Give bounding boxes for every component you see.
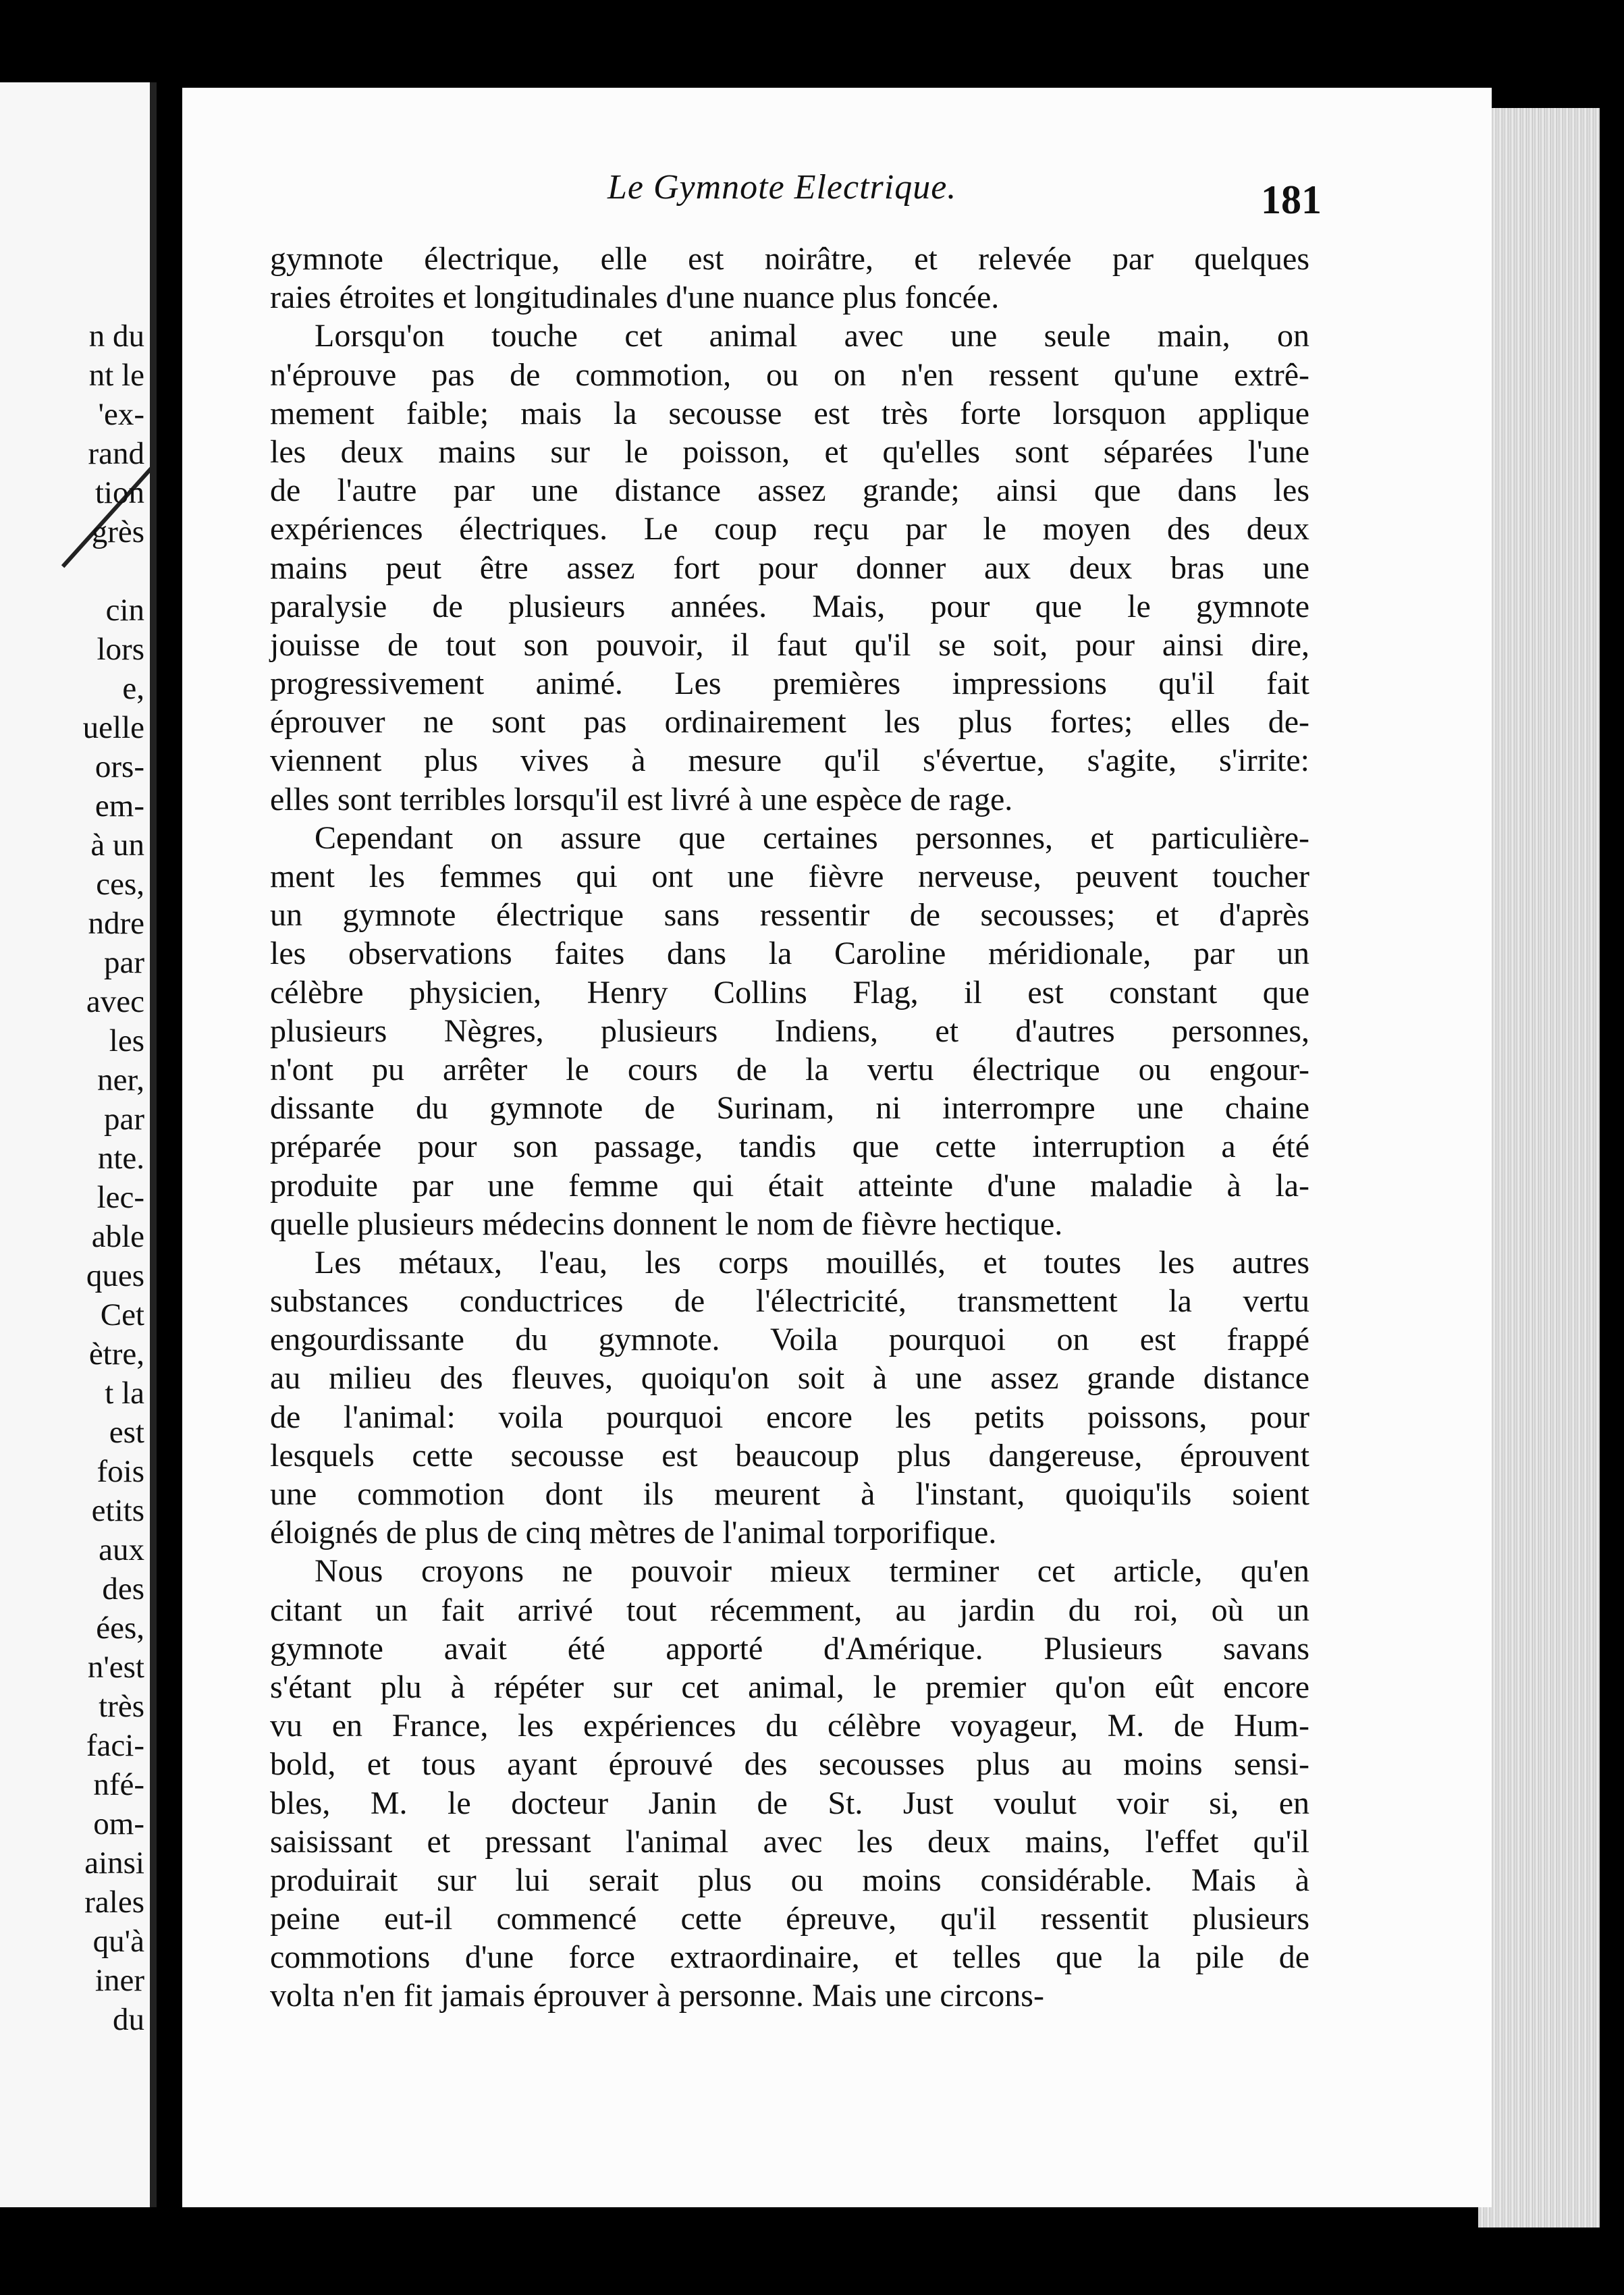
facing-page-fragment: lec-	[97, 1180, 144, 1215]
facing-page-fragment: rales	[84, 1885, 144, 1920]
text-line: gymnote électrique, elle est noirâtre, et relevée par quelques	[270, 241, 1309, 277]
page-edges	[1478, 108, 1600, 2228]
facing-page-fragment: able	[91, 1219, 144, 1254]
facing-page-fragment: aux	[99, 1532, 144, 1567]
text-line: saisissant et pressant l'animal avec les deux mains, l'effet qu'il	[270, 1823, 1309, 1860]
text-line: expériences électriques. Le coup reçu par le moyen des deux	[270, 511, 1309, 547]
text-line: bold, et tous ayant éprouvé des secousses plus au moins sensi-	[270, 1746, 1309, 1783]
facing-page-fragment: etits	[91, 1493, 144, 1528]
text-line: Lorsqu'on touche cet animal avec une seule main, on	[315, 318, 1309, 354]
facing-page-fragment: n du	[88, 319, 144, 354]
running-head: Le Gymnote Electrique.	[607, 168, 957, 207]
facing-page-fragment: ainsi	[84, 1845, 144, 1881]
text-line: célèbre physicien, Henry Collins Flag, il est constant que	[270, 974, 1309, 1010]
facing-page-fragment: ces,	[96, 867, 144, 902]
facing-page-fragment: nte.	[97, 1141, 144, 1176]
facing-page-fragment: les	[109, 1023, 144, 1058]
facing-page-fragment: ées,	[96, 1611, 144, 1646]
facing-page-fragment: très	[99, 1689, 144, 1724]
text-line: engourdissante du gymnote. Voila pourquoi on est frappé	[270, 1322, 1309, 1358]
text-line: les deux mains sur le poisson, et qu'elles sont séparées l'une	[270, 433, 1309, 470]
facing-page-fragment: ètre,	[88, 1336, 144, 1372]
text-line: mains peut être assez fort pour donner aux deux bras une	[270, 549, 1309, 586]
facing-page-fragment: t la	[105, 1376, 144, 1411]
facing-page-fragment: iner	[94, 1963, 144, 1998]
text-line: éloignés de plus de cinq mètres de l'animal torporifique.	[270, 1515, 997, 1551]
text-line: elles sont terribles lorsqu'il est livré à une espèce de rage.	[270, 781, 1013, 817]
text-line: plusieurs Nègres, plusieurs Indiens, et d'autres personnes,	[270, 1013, 1309, 1049]
text-line: substances conductrices de l'électricité, transmettent la vertu	[270, 1283, 1309, 1320]
text-line: viennent plus vives à mesure qu'il s'évertue, s'agite, s'irrite:	[270, 742, 1309, 779]
facing-page-fragment: fois	[97, 1454, 144, 1489]
text-line: quelle plusieurs médecins donnent le nom de fièvre hectique.	[270, 1206, 1063, 1242]
facing-page-fragment: rand	[88, 436, 144, 471]
text-line: de l'animal: voila pourquoi encore les petits poissons, pour	[270, 1399, 1309, 1435]
facing-page-fragment: du	[113, 2002, 144, 2037]
text-line: commotions d'une force extraordinaire, et telles que la pile de	[270, 1939, 1309, 1976]
text-line: lesquels cette secousse est beaucoup plus dangereuse, éprouvent	[270, 1437, 1309, 1474]
facing-page-fragment: grès	[91, 514, 144, 549]
facing-page-fragment: ner,	[97, 1062, 144, 1098]
text-line: bles, M. le docteur Janin de St. Just voulut voir si, en	[270, 1785, 1309, 1821]
text-line: volta n'en fit jamais éprouver à personne. Mais une circons-	[270, 1978, 1044, 2014]
text-line: jouisse de tout son pouvoir, il faut qu'il se soit, pour ainsi dire,	[270, 626, 1309, 663]
text-line: n'éprouve pas de commotion, ou on n'en ressent qu'une extrê-	[270, 356, 1309, 393]
facing-page-fragment: lors	[97, 632, 144, 667]
page-number: 181	[1261, 178, 1322, 222]
facing-page-fragment: des	[102, 1571, 144, 1606]
text-line: peine eut-il commencé cette épreuve, qu'il ressentit plusieurs	[270, 1901, 1309, 1937]
body-text	[270, 240, 1309, 2016]
text-line: vu en France, les expériences du célèbre voyageur, M. de Hum-	[270, 1708, 1309, 1744]
text-line: les observations faites dans la Caroline méridionale, par un	[270, 936, 1309, 972]
facing-page-fragment: ndre	[88, 906, 144, 941]
text-line: éprouver ne sont pas ordinairement les plus fortes; elles de-	[270, 704, 1309, 740]
text-line: Cependant on assure que certaines personnes, et particulière-	[315, 819, 1309, 856]
text-line: préparée pour son passage, tandis que cette interruption a été	[270, 1129, 1309, 1165]
text-line: un gymnote électrique sans ressentir de secousses; et d'après	[270, 897, 1309, 934]
text-line: mement faible; mais la secousse est très forte lorsquon applique	[270, 395, 1309, 431]
facing-page-fragment: nfé-	[93, 1767, 144, 1802]
facing-page-fragment: est	[109, 1415, 144, 1450]
text-line: gymnote avait été apporté d'Amérique. Plusieurs savans	[270, 1630, 1309, 1667]
text-line: ment les femmes qui ont une fièvre nerveuse, peuvent toucher	[270, 859, 1309, 894]
text-line: produirait sur lui serait plus ou moins considérable. Mais à	[270, 1862, 1309, 1898]
text-line: citant un fait arrivé tout récemment, au jardin du roi, où un	[270, 1592, 1309, 1628]
text-line: progressivement animé. Les premières impressions qu'il fait	[270, 666, 1309, 702]
facing-page-fragment: om-	[93, 1806, 144, 1841]
facing-page-fragment: avec	[86, 984, 144, 1019]
text-line: n'ont pu arrêter le cours de la vertu électrique ou engour-	[270, 1051, 1309, 1087]
facing-page-fragment: à un	[90, 828, 144, 863]
facing-page-fragment: faci-	[86, 1728, 144, 1763]
facing-page-fragment: par	[103, 1102, 144, 1137]
facing-page-fragment: em-	[94, 788, 144, 824]
text-line: de l'autre par une distance assez grande; ainsi que dans les	[270, 473, 1309, 509]
text-line: paralysie de plusieurs années. Mais, pour que le gymnote	[270, 588, 1309, 624]
text-line: raies étroites et longitudinales d'une nuance plus foncée.	[270, 279, 1000, 316]
facing-page-fragment: uelle	[82, 710, 144, 745]
facing-page-fragment: par	[103, 945, 144, 980]
text-line: au milieu des fleuves, quoiqu'on soit à une assez grande distance	[270, 1360, 1309, 1397]
text-line: s'étant plu à répéter sur cet animal, le premier qu'on eût encore	[270, 1669, 1309, 1705]
text-line: Les métaux, l'eau, les corps mouillés, et toutes les autres	[315, 1244, 1309, 1280]
text-line: produite par une femme qui était atteinte d'une maladie à la-	[270, 1167, 1309, 1204]
facing-page-fragment: qu'à	[92, 1924, 144, 1959]
facing-page-fragment: nt le	[88, 358, 144, 393]
text-line: une commotion dont ils meurent à l'instant, quoiqu'ils soient	[270, 1476, 1309, 1512]
facing-page-fragment: n'est	[87, 1650, 144, 1685]
facing-page-left	[0, 82, 157, 2207]
facing-page-fragment: e,	[122, 671, 144, 706]
facing-page-fragment: tion	[94, 475, 144, 510]
facing-page-fragment: 'ex-	[98, 397, 144, 432]
text-line: dissante du gymnote de Surinam, ni interrompre une chaine	[270, 1090, 1309, 1127]
text-line: Nous croyons ne pouvoir mieux terminer cet article, qu'en	[315, 1553, 1309, 1590]
facing-page-fragment: ques	[86, 1258, 144, 1293]
facing-page-fragment: Cet	[100, 1297, 144, 1332]
facing-page-fragment: cin	[105, 593, 144, 628]
facing-page-fragment: ors-	[94, 749, 144, 784]
